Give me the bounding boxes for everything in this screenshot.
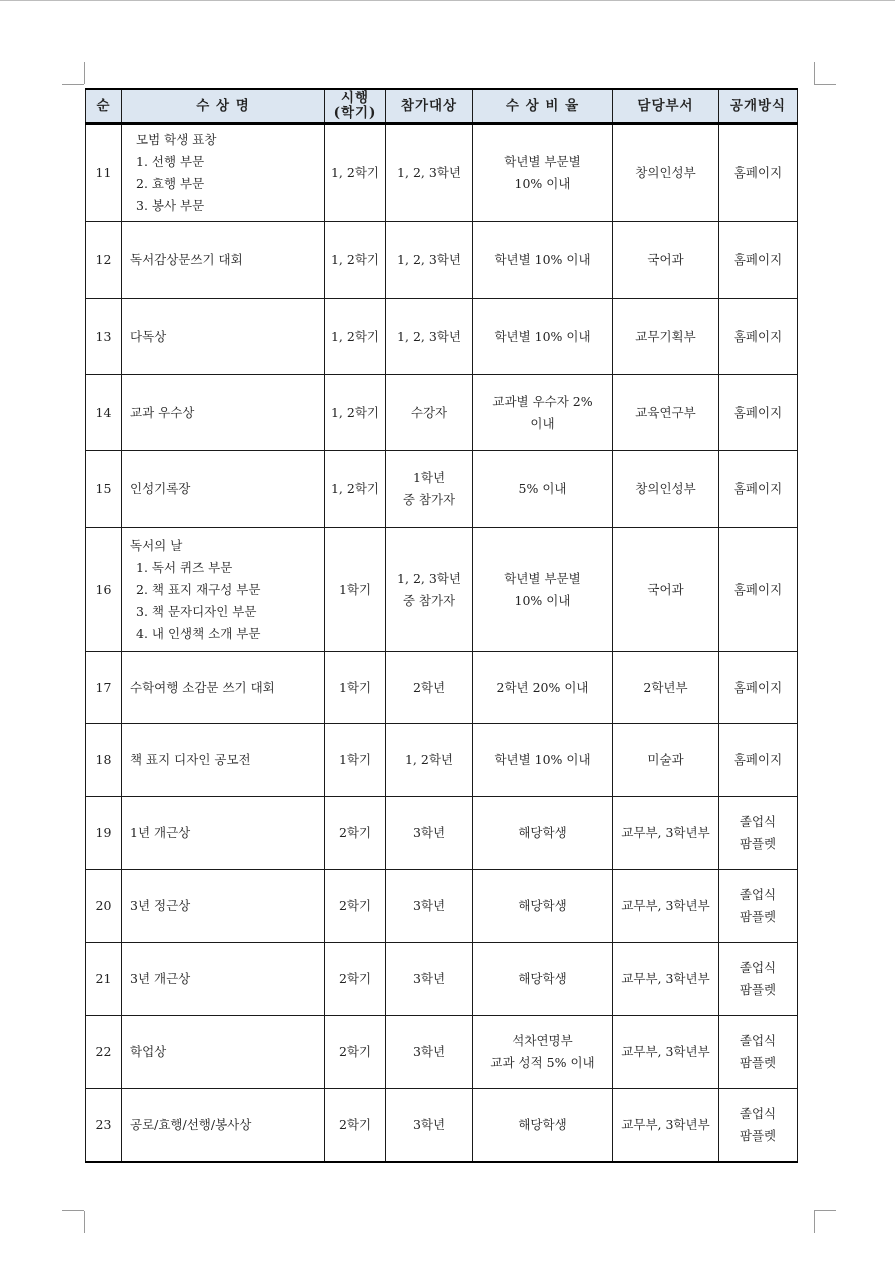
disclosure-line: 팜플렛 — [739, 1055, 777, 1070]
header-no: 순 — [86, 89, 122, 124]
department-cell: 교무부, 3학년부 — [613, 870, 719, 943]
participants-line: 1, 2, 3학년 — [397, 570, 461, 586]
table-row — [86, 797, 798, 870]
table-row — [86, 1089, 798, 1162]
disclosure-line: 팜플렛 — [739, 982, 777, 997]
disclosure-line: 홈페이지 — [733, 404, 783, 420]
disclosure-cell — [719, 943, 798, 1016]
disclosure-line: 홈페이지 — [733, 481, 783, 496]
award-name: 책 표지 디자인 공모전 — [130, 752, 251, 767]
disclosure-line: 팜플렛 — [739, 909, 777, 924]
table-row — [86, 222, 798, 299]
row-number: 18 — [86, 724, 122, 797]
award-ratio-line: 학년별 부문별 — [504, 570, 581, 586]
disclosure-line: 홈페이지 — [733, 252, 783, 267]
award-name: 교과 우수상 — [130, 404, 195, 420]
disclosure-cell — [719, 299, 798, 375]
department-cell: 교무부, 3학년부 — [613, 797, 719, 870]
table-row — [86, 652, 798, 724]
header-term-line2: (학기) — [333, 105, 377, 121]
participants-cell — [386, 451, 473, 528]
row-number: 19 — [86, 797, 122, 870]
participants-cell — [386, 222, 473, 299]
table-header-row — [86, 89, 798, 124]
award-ratio-line: 5% 이내 — [518, 481, 567, 496]
participants-cell — [386, 1089, 473, 1162]
page-top-edge — [0, 0, 895, 1]
department-cell: 미술과 — [613, 724, 719, 797]
disclosure-cell — [719, 528, 798, 652]
term-cell: 1, 2학기 — [325, 375, 386, 451]
term-cell: 1학기 — [325, 724, 386, 797]
disclosure-line: 졸업식 — [739, 1033, 777, 1048]
award-ratio-line: 학년별 10% 이내 — [494, 328, 591, 344]
department-cell: 교육연구부 — [613, 375, 719, 451]
award-name-cell — [122, 1016, 325, 1089]
header-award-ratio: 수 상 비 율 — [473, 89, 613, 124]
disclosure-line: 팜플렛 — [739, 836, 777, 851]
award-name: 독서의 날 — [130, 537, 183, 553]
department-cell: 2학년부 — [613, 652, 719, 724]
crop-mark-bottom-left-v — [84, 1211, 85, 1233]
department-cell: 창의인성부 — [613, 451, 719, 528]
participants-line: 3학년 — [412, 1116, 446, 1132]
disclosure-cell — [719, 724, 798, 797]
row-number: 12 — [86, 222, 122, 299]
award-ratio-cell — [473, 652, 613, 724]
award-name: 3년 개근상 — [130, 971, 191, 986]
participants-line: 1, 2학년 — [404, 752, 453, 767]
award-name: 인성기록장 — [130, 481, 191, 496]
header-term-line1: 시행 — [340, 90, 370, 106]
disclosure-line: 홈페이지 — [733, 165, 783, 180]
participants-cell — [386, 943, 473, 1016]
row-number: 14 — [86, 375, 122, 451]
disclosure-line: 졸업식 — [739, 887, 777, 902]
disclosure-line: 홈페이지 — [733, 679, 783, 695]
row-number: 21 — [86, 943, 122, 1016]
department-cell: 교무부, 3학년부 — [613, 943, 719, 1016]
participants-cell — [386, 724, 473, 797]
award-ratio-line: 해당학생 — [518, 898, 567, 913]
disclosure-line: 홈페이지 — [733, 581, 783, 597]
participants-line: 1, 2, 3학년 — [397, 328, 461, 344]
disclosure-line: 졸업식 — [739, 814, 777, 829]
table-row — [86, 299, 798, 375]
award-ratio-line: 10% 이내 — [514, 176, 571, 191]
participants-cell — [386, 652, 473, 724]
award-name: 3년 정근상 — [130, 898, 191, 913]
award-ratio-line: 이내 — [530, 415, 555, 431]
term-cell: 1학기 — [325, 652, 386, 724]
disclosure-line: 홈페이지 — [733, 328, 783, 344]
award-name: 모범 학생 표창 — [136, 132, 217, 147]
disclosure-line: 팜플렛 — [739, 1127, 777, 1143]
disclosure-line: 졸업식 — [739, 1105, 777, 1121]
department-cell: 교무부, 3학년부 — [613, 1089, 719, 1162]
award-subcategory: 1. 선행 부문 — [136, 154, 205, 169]
disclosure-cell — [719, 222, 798, 299]
award-name-cell — [122, 870, 325, 943]
participants-line: 3학년 — [412, 971, 446, 986]
participants-line: 중 참가자 — [402, 592, 456, 608]
row-number: 16 — [86, 528, 122, 652]
award-ratio-line: 석차연명부 — [512, 1033, 573, 1048]
award-ratio-cell — [473, 724, 613, 797]
award-ratio-line: 학년별 10% 이내 — [494, 752, 591, 767]
crop-mark-top-right-h — [814, 84, 836, 85]
award-ratio-line: 해당학생 — [518, 971, 567, 986]
award-ratio-cell — [473, 943, 613, 1016]
award-subcategory: 2. 효행 부문 — [136, 176, 205, 191]
term-cell: 2학기 — [325, 797, 386, 870]
term-cell: 2학기 — [325, 1089, 386, 1162]
award-name-cell — [122, 797, 325, 870]
participants-line: 3학년 — [412, 898, 446, 913]
header-participants: 참가대상 — [386, 89, 473, 124]
award-ratio-line: 해당학생 — [518, 825, 567, 840]
participants-line: 2학년 — [412, 679, 446, 695]
term-cell: 1, 2학기 — [325, 124, 386, 222]
crop-mark-bottom-right-v — [814, 1211, 815, 1233]
participants-line: 수강자 — [410, 404, 448, 420]
participants-cell — [386, 375, 473, 451]
award-ratio-cell — [473, 124, 613, 222]
award-ratio-cell — [473, 222, 613, 299]
table-body — [86, 124, 798, 1162]
participants-line: 3학년 — [412, 825, 446, 840]
award-ratio-cell — [473, 299, 613, 375]
award-ratio-cell — [473, 797, 613, 870]
term-cell: 1, 2학기 — [325, 299, 386, 375]
participants-cell — [386, 299, 473, 375]
participants-cell — [386, 870, 473, 943]
table-row — [86, 451, 798, 528]
row-number: 23 — [86, 1089, 122, 1162]
award-ratio-line: 학년별 10% 이내 — [494, 252, 591, 267]
awards-table — [85, 88, 798, 1163]
row-number: 20 — [86, 870, 122, 943]
award-subcategory: 1. 독서 퀴즈 부문 — [136, 559, 233, 575]
award-ratio-cell — [473, 1016, 613, 1089]
term-cell: 2학기 — [325, 943, 386, 1016]
award-subcategory: 3. 책 문자디자인 부문 — [136, 603, 257, 619]
award-ratio-line: 교과별 우수자 2% — [492, 393, 593, 409]
table-row — [86, 870, 798, 943]
row-number: 17 — [86, 652, 122, 724]
award-name: 학업상 — [130, 1044, 167, 1059]
award-ratio-line: 해당학생 — [518, 1116, 567, 1132]
crop-mark-bottom-left-h — [62, 1210, 84, 1211]
disclosure-cell — [719, 1016, 798, 1089]
award-subcategory: 2. 책 표지 재구성 부문 — [136, 581, 261, 597]
participants-cell — [386, 124, 473, 222]
department-cell: 창의인성부 — [613, 124, 719, 222]
crop-mark-top-right-v — [814, 62, 815, 84]
term-cell: 1, 2학기 — [325, 222, 386, 299]
participants-cell — [386, 528, 473, 652]
participants-cell — [386, 797, 473, 870]
disclosure-cell — [719, 652, 798, 724]
award-ratio-line: 2학년 20% 이내 — [496, 679, 589, 695]
table-row — [86, 528, 798, 652]
term-cell: 1, 2학기 — [325, 451, 386, 528]
department-cell: 교무기획부 — [613, 299, 719, 375]
crop-mark-bottom-right-h — [814, 1210, 836, 1211]
header-department: 담당부서 — [613, 89, 719, 124]
award-subcategory: 4. 내 인생책 소개 부문 — [136, 625, 261, 641]
award-name-cell — [122, 451, 325, 528]
header-award-name: 수 상 명 — [122, 89, 325, 124]
award-subcategory: 3. 봉사 부문 — [136, 198, 205, 213]
term-cell: 2학기 — [325, 870, 386, 943]
award-name-cell — [122, 724, 325, 797]
header-term — [325, 89, 386, 124]
award-name-cell — [122, 299, 325, 375]
award-ratio-cell — [473, 451, 613, 528]
participants-line: 1학년 — [412, 470, 446, 485]
disclosure-cell — [719, 870, 798, 943]
disclosure-cell — [719, 1089, 798, 1162]
disclosure-cell — [719, 797, 798, 870]
participants-cell — [386, 1016, 473, 1089]
award-ratio-cell — [473, 375, 613, 451]
award-ratio-line: 학년별 부문별 — [504, 154, 581, 169]
disclosure-line: 홈페이지 — [733, 752, 783, 767]
participants-line: 1, 2, 3학년 — [397, 165, 461, 180]
award-ratio-cell — [473, 870, 613, 943]
table-row — [86, 1016, 798, 1089]
table-row — [86, 943, 798, 1016]
award-ratio-cell — [473, 528, 613, 652]
row-number: 13 — [86, 299, 122, 375]
header-disclosure: 공개방식 — [719, 89, 798, 124]
disclosure-cell — [719, 124, 798, 222]
department-cell: 교무부, 3학년부 — [613, 1016, 719, 1089]
disclosure-cell — [719, 451, 798, 528]
table-row — [86, 375, 798, 451]
award-name-cell — [122, 1089, 325, 1162]
award-name: 1년 개근상 — [130, 825, 191, 840]
participants-line: 중 참가자 — [402, 492, 456, 507]
department-cell: 국어과 — [613, 222, 719, 299]
award-ratio-line: 10% 이내 — [514, 592, 571, 608]
award-name: 공로/효행/선행/봉사상 — [130, 1116, 252, 1132]
crop-mark-top-left-v — [84, 62, 85, 84]
award-name-cell — [122, 652, 325, 724]
crop-mark-top-left-h — [62, 84, 84, 85]
award-name-cell — [122, 375, 325, 451]
row-number: 11 — [86, 124, 122, 222]
disclosure-cell — [719, 375, 798, 451]
award-name-cell — [122, 943, 325, 1016]
award-ratio-cell — [473, 1089, 613, 1162]
participants-line: 1, 2, 3학년 — [397, 252, 461, 267]
award-name-cell — [122, 528, 325, 652]
term-cell: 2학기 — [325, 1016, 386, 1089]
row-number: 22 — [86, 1016, 122, 1089]
row-number: 15 — [86, 451, 122, 528]
participants-line: 3학년 — [412, 1044, 446, 1059]
disclosure-line: 졸업식 — [739, 960, 777, 975]
award-name: 독서감상문쓰기 대회 — [130, 252, 243, 267]
table-row — [86, 724, 798, 797]
award-name-cell — [122, 124, 325, 222]
award-ratio-line: 교과 성적 5% 이내 — [490, 1055, 595, 1070]
award-name-cell — [122, 222, 325, 299]
term-cell: 1학기 — [325, 528, 386, 652]
award-name: 수학여행 소감문 쓰기 대회 — [130, 679, 275, 695]
table-row — [86, 124, 798, 222]
department-cell: 국어과 — [613, 528, 719, 652]
award-name: 다독상 — [130, 328, 167, 344]
